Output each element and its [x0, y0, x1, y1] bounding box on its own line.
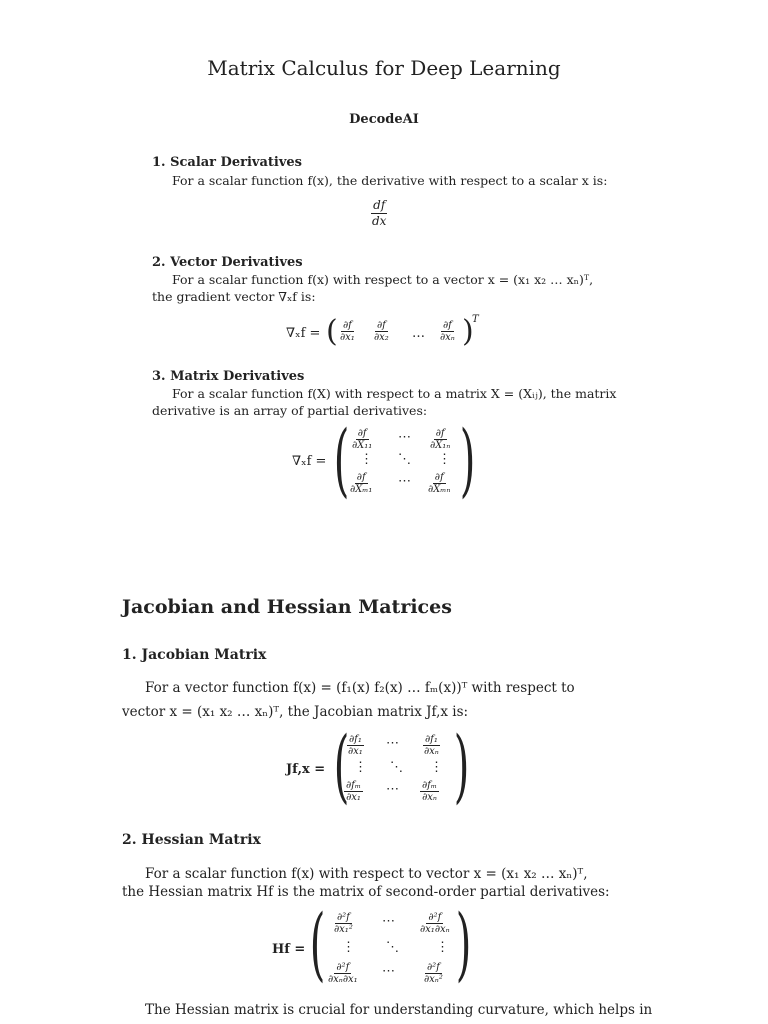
- jac-m1-den: ∂x₁: [346, 792, 361, 803]
- cell-11-den: ∂X₁₁: [352, 440, 373, 451]
- ddots-center: ⋱: [386, 940, 399, 955]
- hessian-closing-text: The Hessian matrix is crucial for understanding curvature, which helps in: [145, 1002, 653, 1018]
- right-paren: ): [459, 413, 476, 506]
- term-n-num: ∂f: [443, 320, 452, 331]
- gradient-lhs: ∇ₓf =: [286, 326, 321, 341]
- section-scalar-heading: 1. Scalar Derivatives: [152, 155, 302, 170]
- jacobian-hessian-heading: Jacobian and Hessian Matrices: [122, 596, 452, 618]
- hess-11-den: ∂x₁²: [334, 924, 353, 935]
- matrix-lhs: ∇ₓf =: [292, 454, 327, 469]
- section-vector-heading: 2. Vector Derivatives: [152, 255, 303, 270]
- vdots-right: ⋮: [436, 940, 449, 955]
- jac-1n-den: ∂xₙ: [424, 746, 439, 757]
- term-2-den: ∂x₂: [374, 332, 389, 343]
- vdots-left: ⋮: [360, 452, 373, 467]
- matrix-derivative-equation: [292, 413, 492, 506]
- jac-m1-num: ∂fₘ: [346, 780, 362, 791]
- jac-mn-num: ∂fₘ: [422, 780, 438, 791]
- document-title: Matrix Calculus for Deep Learning: [207, 56, 561, 80]
- cell-11-num: ∂f: [357, 428, 367, 439]
- term-n-den: ∂xₙ: [440, 332, 455, 343]
- cell-m1-den: ∂Xₘ₁: [350, 484, 373, 495]
- document-author: DecodeAI: [349, 112, 419, 127]
- ddots-center: ⋱: [398, 452, 411, 467]
- left-paren: (: [309, 897, 326, 990]
- jac-11-den: ∂x₁: [348, 746, 363, 757]
- hessian-line2: the Hessian matrix Hf is the matrix of second-order partial derivatives:: [122, 884, 610, 900]
- vdots-left: ⋮: [354, 760, 367, 775]
- transpose-sup: T: [472, 314, 479, 325]
- hessian-heading: 2. Hessian Matrix: [122, 832, 261, 848]
- left-paren: (: [326, 314, 338, 349]
- section-matrix-heading: 3. Matrix Derivatives: [152, 369, 305, 384]
- vdots-right: ⋮: [430, 760, 443, 775]
- right-paren: ): [455, 897, 472, 990]
- hdots-bottom: ⋯: [398, 474, 411, 489]
- term-1-den: ∂x₁: [340, 332, 355, 343]
- vdots-left: ⋮: [342, 940, 355, 955]
- scalar-derivative-equation: [370, 198, 388, 229]
- hess-m1-num: ∂²f: [336, 962, 350, 973]
- right-paren: ): [462, 314, 474, 349]
- term-1-num: ∂f: [342, 320, 352, 331]
- hess-1n-den: ∂x₁∂xₙ: [420, 924, 450, 935]
- hessian-equation: [272, 897, 492, 990]
- ddots-center: ⋱: [390, 760, 403, 775]
- hdots-top: ⋯: [398, 430, 411, 445]
- eq-numerator: df: [373, 198, 386, 212]
- left-paren: (: [333, 719, 350, 812]
- section-vector-line1: For a scalar function f(x) with respect to a vector x = (x₁ x₂ … xₙ)ᵀ,: [172, 272, 594, 287]
- jac-mn-den: ∂xₙ: [422, 792, 437, 803]
- term-2-num: ∂f: [376, 320, 386, 331]
- jac-1n-num: ∂f₁: [424, 734, 438, 745]
- cell-mn-num: ∂f: [434, 472, 444, 483]
- jacobian-heading: 1. Jacobian Matrix: [122, 647, 267, 663]
- hess-1n-num: ∂²f: [428, 912, 442, 923]
- section-scalar-text: For a scalar function f(x), the derivative with respect to a scalar x is:: [172, 173, 608, 188]
- jacobian-line1: For a vector function f(x) = (f₁(x) f₂(x) … fₘ(x))ᵀ with respect to: [145, 680, 575, 696]
- hdots-bottom: ⋯: [382, 964, 395, 979]
- section-matrix-line1: For a scalar function f(X) with respect to a matrix X = (Xᵢⱼ), the matrix: [172, 386, 617, 401]
- jacobian-line2: vector x = (x₁ x₂ … xₙ)ᵀ, the Jacobian matrix Jf,x is:: [122, 704, 469, 720]
- right-paren: ): [453, 719, 470, 812]
- eq-denominator: dx: [372, 214, 387, 228]
- cell-m1-num: ∂f: [356, 472, 366, 483]
- section-vector-line2: the gradient vector ∇ₓf is:: [152, 289, 316, 304]
- hess-m1-den: ∂xₙ∂x₁: [328, 974, 358, 985]
- cell-1n-num: ∂f: [435, 428, 445, 439]
- hess-11-num: ∂²f: [336, 912, 350, 923]
- hdots-top: ⋯: [386, 736, 399, 751]
- hdots-top: ⋯: [382, 914, 395, 929]
- jacobian-equation: [286, 719, 486, 812]
- hdots-bottom: ⋯: [386, 782, 399, 797]
- section-matrix-line2: derivative is an array of partial derivatives:: [152, 403, 428, 418]
- hess-mn-den: ∂xₙ²: [424, 974, 443, 985]
- ellipsis: …: [412, 326, 425, 341]
- hess-mn-num: ∂²f: [426, 962, 440, 973]
- jacobian-lhs: Jf,x =: [286, 762, 326, 777]
- hessian-line1: For a scalar function f(x) with respect to vector x = (x₁ x₂ … xₙ)ᵀ,: [145, 866, 588, 882]
- jac-11-num: ∂f₁: [348, 734, 362, 745]
- cell-mn-den: ∂Xₘₙ: [428, 484, 451, 495]
- hessian-lhs: Hf =: [272, 942, 306, 957]
- cell-1n-den: ∂X₁ₙ: [430, 440, 451, 451]
- vdots-right: ⋮: [438, 452, 451, 467]
- left-paren: (: [333, 413, 350, 506]
- gradient-equation: [286, 316, 486, 352]
